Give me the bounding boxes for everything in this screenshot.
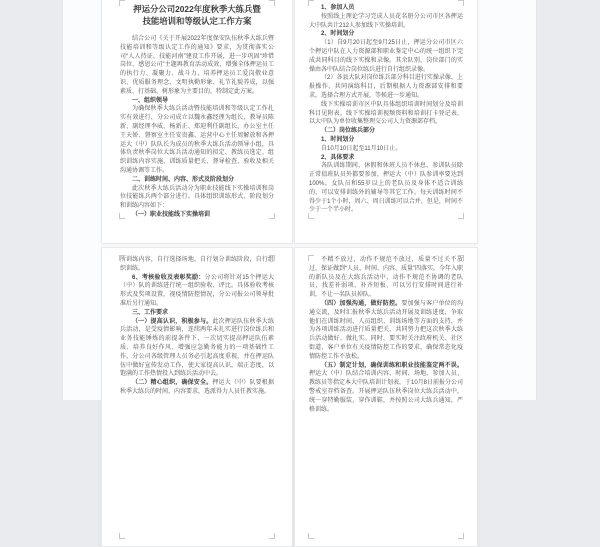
document-page-3[interactable] (101, 247, 293, 547)
text-boundary-corner-mark (458, 533, 464, 539)
doc-paragraph-lead: （四）加强沟通，做好防控。 (321, 300, 402, 307)
doc-title: 押运分公司2022年度秋季大练兵暨 (133, 4, 261, 14)
doc-paragraph: 线下实操培训市区中队具体组织培训时间划分及培训科目见附表。线下实操培训视频资料和培训打卡登记表，以大中队为单位收集整理交公司人力资源部存档。 (309, 101, 463, 126)
document-page-4[interactable] (294, 247, 478, 547)
page-text-area (309, 256, 463, 538)
text-boundary-corner-mark (119, 255, 125, 261)
doc-paragraph: 6、考核验收及表彰奖励：分公司将针对15个押运大（中）队的训练进行统一组织验收、评比。具体验收考核形式及奖项设置，视疫情防控情况，分公司报公司领导批准后另行通知。 (120, 274, 274, 307)
document-page-2[interactable] (294, 0, 478, 244)
doc-heading: 2、具体要求 (321, 154, 355, 161)
document-preview-panel[interactable] (62, 0, 537, 413)
page-content (309, 256, 463, 414)
doc-paragraph: （一）提高认识，积极参与。此次押运队伍秋季大练兵活动，是受疫情影响，连续两年未扎实进行岗位练兵和业务技能锤炼的前提条件下，一次切实提高押运队伍素质、培养良好作风、增强应急勤务能力的一项基础性工作，分公司各级管理人员务必引起高度重视，并在押运队伍中做好宣传发动工作，使大家提高认识，端正态度，以饱满的工作热情投入到练兵活动中去。 (120, 318, 274, 378)
text-boundary-corner-mark (119, 213, 125, 219)
doc-heading: （一）职业技能线下实操培训 (132, 211, 211, 218)
doc-paragraph: 不精不放过，动作不规范不放过，质量不过关不放过，保证做到“人员、时间、内容、质量”四落实。今年入职的新队员及在大练兵活动中，动作不规范不协调的老队员，找差补弱项、补齐短板，可以另行安排时间进行补训，不让一名队员掉队。 (309, 257, 463, 299)
page-content (120, 4, 274, 220)
text-boundary-corner-mark (119, 533, 125, 539)
doc-heading: 1、参加人员 (321, 5, 355, 11)
doc-heading: 二、训练时间、内容、形式及阶段划分 (132, 176, 235, 183)
text-boundary-corner-mark (308, 255, 314, 261)
text-boundary-corner-mark (458, 255, 464, 261)
doc-paragraph: 各队训练期间，休假和休班人员不休息，参训队员除正常值班队员外都要参加，押运大（中）队参训率要达到100%。女队员和55岁以上的老队员及身体不适合训练的，可以安排训练外的辅导等其它工作。每天训练时间不得少于1个小时，周六、周日训练可以合并，但是，时间不少于一个半小时。 (309, 163, 463, 214)
text-boundary-corner-mark (269, 255, 275, 261)
doc-paragraph: （2）各县大队对岗位练兵部分科目进行实操录像，上报操作、共同演练科目，后期根据人力资源部安排和要求，选择合理方式开展，等候进一步通知。 (309, 75, 463, 99)
doc-title: 技能培训和等级认定工作方案 (142, 15, 252, 26)
doc-paragraph: （五）制定计划，确保训练和职业技能鉴定两不误。押运大（中）队结合培训内容、时间、场地、参加人员、教练员等指定本大中队培训计划表，于10月8日前报分公司警戒室存档备查。开展押运队伍秋季岗位大练兵活动中，统一穿特勤服装、穿作训鞋，并按照公司大练兵通知，严格训练。 (309, 362, 464, 413)
document-page-1[interactable] (101, 0, 293, 244)
doc-paragraph: （二）精心组织，确保安全。押运大（中）队要根据秋季大练兵的时间、内容要求，选派得力人员任教实施。 (120, 380, 274, 395)
text-boundary-corner-mark (308, 0, 314, 6)
doc-paragraph-lead: （五）制定计划，确保训练和职业技能鉴定两不误。 (321, 362, 463, 369)
text-boundary-corner-mark (119, 0, 125, 6)
doc-heading: 2、时间划分 (321, 31, 355, 38)
text-boundary-corner-mark (308, 533, 314, 539)
doc-paragraph-continuation: 所训练内容，自行选择场地，自行划分训练阶段，自行组织训练。 (120, 257, 274, 272)
doc-heading: 1、时间划分 (321, 136, 355, 143)
page-content (120, 256, 274, 397)
doc-paragraph: （1）自9月20日起至9月25日止，押运分公司市区六个押运中队在人力资源部和职业鉴定中心的统一组织下完成共同科目的线下实操和录像。其余队别、岗位部门的实操由各中队结合岗位练兵进行自行组织录像。 (309, 40, 463, 73)
doc-paragraph: 按照线上理论学习完成人员花名册分公司市区各押运大中队共计212人参加线下实操培训。 (309, 13, 463, 29)
doc-paragraph: 自10月10日起至11月10日止。 (321, 145, 402, 152)
text-boundary-corner-mark (308, 213, 314, 219)
doc-paragraph: 此次秋季大练兵活动分为职业技能线下实操培训和岗位技能练兵两个部分进行。具体组织训练形式、阶段划分和训练内容如下： (120, 185, 274, 210)
doc-paragraph: 为确保秋季大练兵活动暨技能培训和等级认定工作扎实有效进行，分公司成立以魏永鑫经理为组长，教导员陈新、副经理李威、杨新正、郑迎利任副组长，办公室主任王天娇、督察室主任安贵鑫、运营中心主任周解放和各押运大（中）队队长为成员的秋季大练兵活动领导小组，具体负责秋季岗位大练兵活动通知的拟定、教练员选定、组织训练内容实施、训练质量把关、督导检查、验收及相关沟通协调等工作。 (120, 106, 274, 174)
text-boundary-corner-mark (269, 213, 275, 219)
page-content (309, 4, 463, 215)
text-boundary-corner-mark (269, 0, 275, 6)
doc-paragraph-lead: （一）提高认识，积极参与。 (132, 318, 213, 325)
doc-paragraph-lead: （二）精心组织，确保安全。 (132, 380, 213, 387)
doc-heading: （二）岗位练兵部分 (321, 128, 376, 135)
doc-paragraph: 结合公司《关于开展2022年度保安队伍秋季大练兵暨技能培训和等级认定工作的通知》要求，为贯彻落实公司“人人持证、技能河南”建设工作开展，进一步巩固“珍惜岗位、感恩公司”主题再教育活动成效，增强全体押运员工的执行力、凝聚力、战斗力，培养押运员工爱岗敬业意识、优质服务理念、文明执勤形象、礼节礼貌养成，以强素质、打基础、树形象为主要目的，特制定此方案。 (120, 36, 274, 95)
doc-heading: 三、工作要求 (132, 309, 169, 316)
page-text-area (120, 256, 274, 538)
doc-paragraph-lead: 6、考核验收及表彰奖励： (132, 274, 205, 281)
page-text-area (120, 1, 274, 218)
text-boundary-corner-mark (458, 213, 464, 219)
doc-paragraph: （四）加强沟通，做好防控。要加强与客户单位的沟通交流，及时汇报秋季大练兵活动开展及训练进度，争取他们在训练时间、人员组织、训练场地等方面的支持，并为各项训练活动进行质量把关，共同努力把这次秋季大练兵活动做好、做扎实。同时，要实时关注政府机关、社区街道、客户单位有关疫情防控工作的要求，确保常态化疫情防控工作不放松。 (309, 300, 463, 360)
doc-heading: 一、组织领导 (132, 97, 169, 104)
text-boundary-corner-mark (458, 0, 464, 6)
page-text-area (309, 1, 463, 218)
text-boundary-corner-mark (269, 533, 275, 539)
